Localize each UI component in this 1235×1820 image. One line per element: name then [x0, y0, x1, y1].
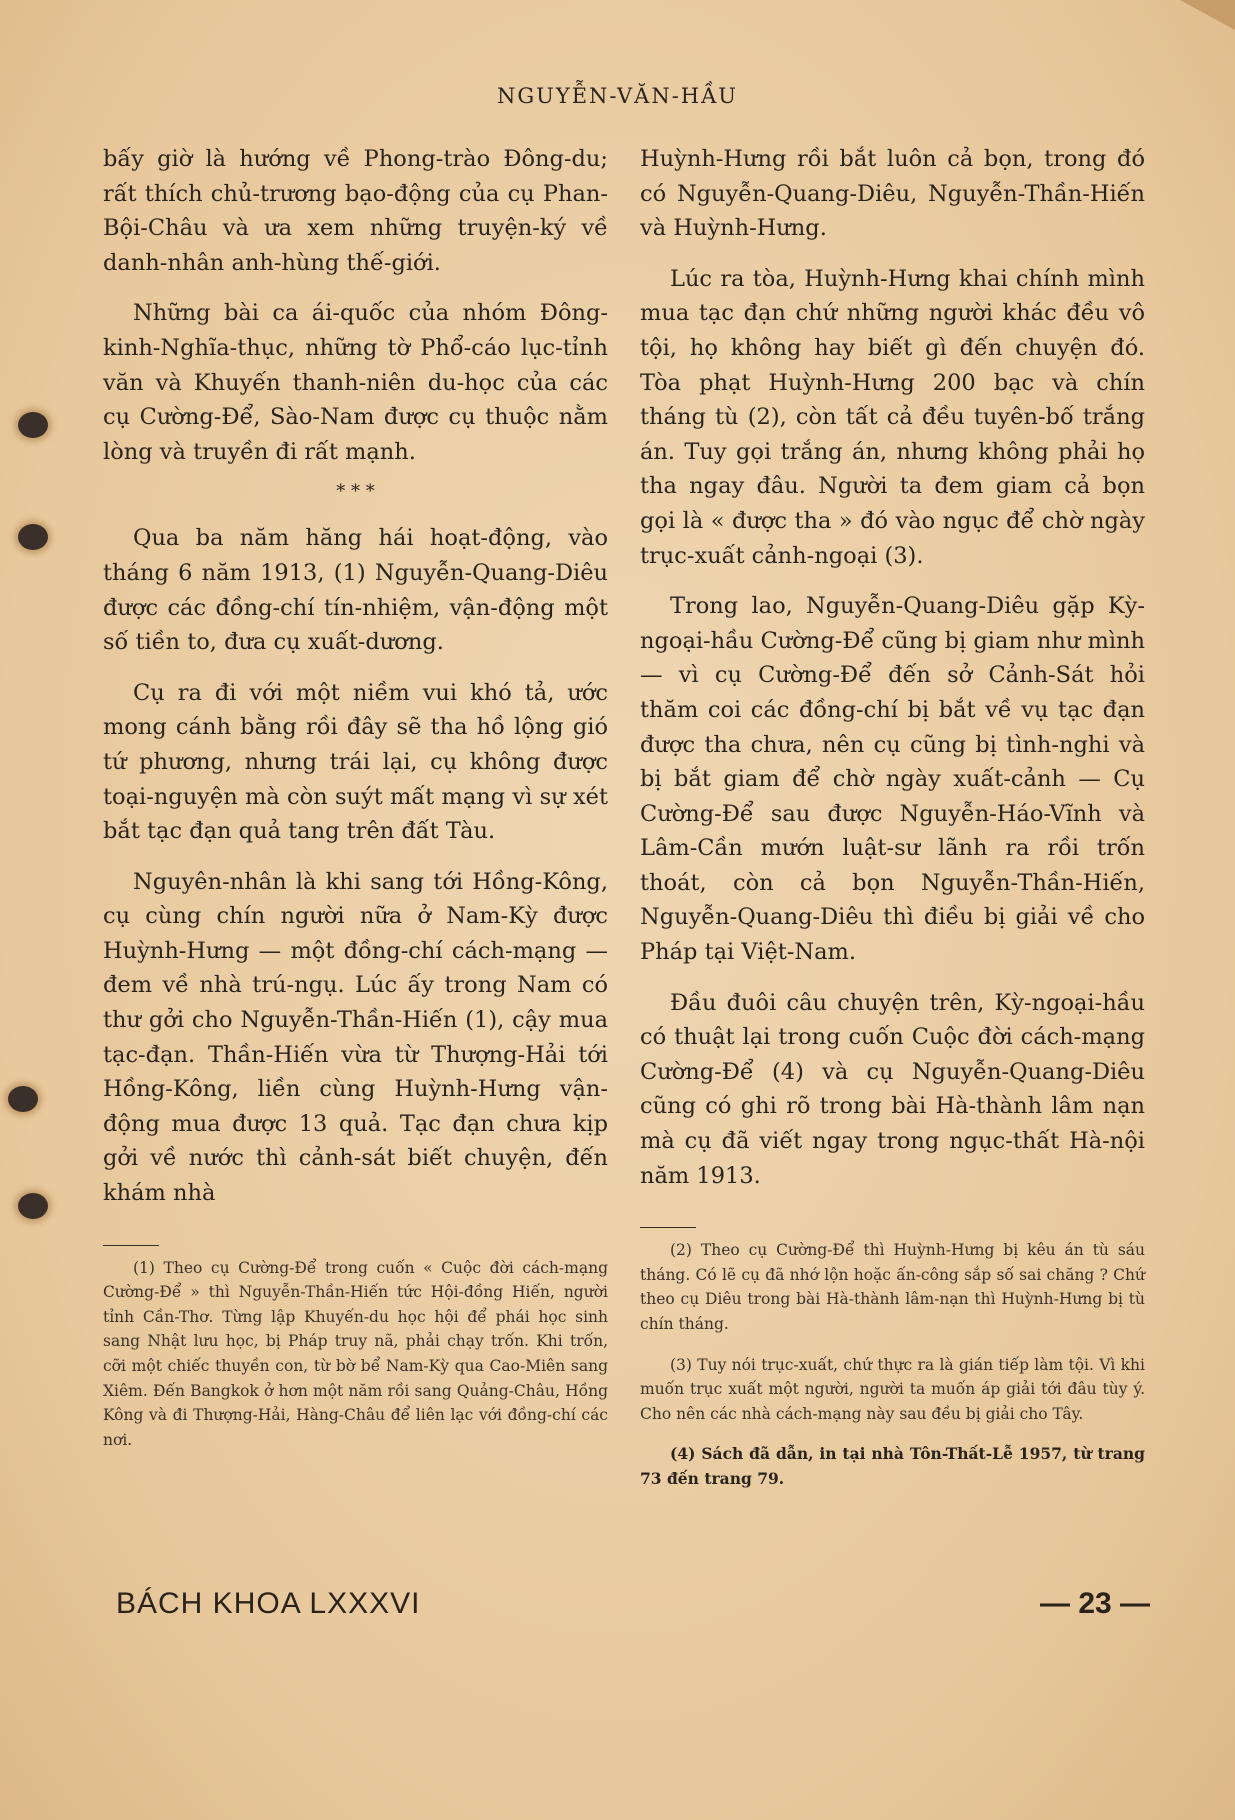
- binding-hole: [18, 524, 48, 550]
- footnote: (3) Tuy nói trục-xuất, chứ thực ra là gián tiếp làm tội. Vì khi muốn trục xuất một người, người ta muốn áp giải tới đâu tùy ý. Cho nên các nhà cách-mạng này sau đều bị giải cho Tây.: [640, 1355, 1145, 1423]
- footnote-rule: [640, 1227, 696, 1228]
- paragraph: bấy giờ là hướng về Phong-trào Đông-du; rất thích chủ-trương bạo-động của cụ Phan-Bội-Châu và ưa xem những truyện-ký về danh-nhân anh-hùng thế-giới.: [103, 146, 608, 276]
- page-number: — 23 —: [1040, 1587, 1151, 1620]
- paragraph: Những bài ca ái-quốc của nhóm Đông-kinh-Nghĩa-thục, những tờ Phổ-cáo lục-tỉnh văn và Khuyến thanh-niên du-học của các cụ Cường-Để, Sào-Nam được cụ thuộc nằm lòng và truyền đi rất mạnh.: [103, 300, 608, 465]
- footnote-rule: [103, 1245, 159, 1246]
- footnote: (4) Sách đã dẫn, in tại nhà Tôn-Thất-Lễ 1957, từ trang 73 đến trang 79.: [640, 1444, 1145, 1488]
- paragraph: Trong lao, Nguyễn-Quang-Diêu gặp Kỳ-ngoại-hầu Cường-Để cũng bị giam như mình — vì cụ Cường-Để đến sở Cảnh-Sát hỏi thăm coi các đồng-chí bị bắt về vụ tạc đạn được tha chưa, nên cụ cũng bị tình-nghi và bị bắt giam để chờ ngày xuất-cảnh — Cụ Cường-Để sau được Nguyễn-Háo-Vĩnh và Lâm-Cần mướn luật-sư lãnh ra rồi trốn thoát, còn cả bọn Nguyễn-Thần-Hiến, Nguyễn-Quang-Diêu thì điều bị giải về cho Pháp tại Việt-Nam.: [640, 593, 1146, 966]
- left-column: [103, 142, 608, 1468]
- right-column: [640, 142, 1145, 1508]
- paragraph: Đầu đuôi câu chuyện trên, Kỳ-ngoại-hầu có thuật lại trong cuốn Cuộc đời cách-mạng Cường-Để (4) và cụ Nguyễn-Quang-Diêu cũng có ghi rõ trong bài Hà-thành lâm nạn mà cụ đã viết ngay trong ngục-thất Hà-nội năm 1913.: [640, 989, 1145, 1189]
- footnote: (2) Theo cụ Cường-Để thì Huỳnh-Hưng bị kêu án tù sáu tháng. Có lẽ cụ đã nhớ lộn hoặc ấn-công sắp số sai chăng ? Chứ theo cụ Diêu trong bài Hà-thành lâm-nạn thì Huỳnh-Hưng bị tù chín tháng.: [640, 1241, 1145, 1333]
- paragraph: Lúc ra tòa, Huỳnh-Hưng khai chính mình mua tạc đạn chứ những người khác đều vô tội, họ không hay biết gì đến chuyện đó. Tòa phạt Huỳnh-Hưng 200 bạc và chín tháng tù (2), còn tất cả đều tuyên-bố trắng án. Tuy gọi trắng án, nhưng không phải họ tha ngay đâu. Người ta đem giam cả bọn gọi là « được tha » đó vào ngục để chờ ngày trục-xuất cảnh-ngoại (3).: [640, 265, 1145, 569]
- paragraph: Huỳnh-Hưng rồi bắt luôn cả bọn, trong đó có Nguyễn-Quang-Diêu, Nguyễn-Thần-Hiến và Huỳnh-Hưng.: [640, 146, 1145, 242]
- section-separator: * * *: [336, 481, 375, 503]
- binding-hole: [8, 1086, 38, 1112]
- paragraph: Cụ ra đi với một niềm vui khó tả, ước mong cánh bằng rồi đây sẽ tha hồ lộng gió tứ phương, nhưng trái lại, cụ không được toại-nguyện mà còn suýt mất mạng vì sự xét bắt tạc đạn quả tang trên đất Tàu.: [103, 679, 608, 845]
- torn-corner: [1180, 0, 1235, 30]
- paragraph: Nguyên-nhân là khi sang tới Hồng-Kông, cụ cùng chín người nữa ở Nam-Kỳ được Huỳnh-Hưng — một đồng-chí cách-mạng — đem về nhà trú-ngụ. Lúc ấy trong Nam có thư gởi cho Nguyễn-Thần-Hiến (1), cậy mua tạc-đạn. Thần-Hiến vừa từ Thượng-Hải tới Hồng-Kông, liền cùng Huỳnh-Hưng vận-động mua được 13 quả. Tạc đạn chưa kịp gởi về nước thì cảnh-sát biết chuyện, đến khám nhà: [103, 868, 608, 1207]
- page-header: NGUYỄN-VĂN-HẦU: [497, 84, 738, 108]
- magazine-title: BÁCH KHOA LXXXVI: [116, 1587, 421, 1620]
- binding-hole: [18, 1193, 48, 1219]
- binding-hole: [18, 412, 48, 438]
- footnote: (1) Theo cụ Cường-Để trong cuốn « Cuộc đời cách-mạng Cường-Để » thì Nguyễn-Thần-Hiến tức Hội-đồng Hiến, người tỉnh Cần-Thơ. Từng lập Khuyến-du học hội để phái học sinh sang Nhật lưu học, bị Pháp truy nã, phải chạy trốn. Khi trốn, cỡi một chiếc thuyền con, từ bờ bể Nam-Kỳ qua Cao-Miên sang Xiêm. Đến Bangkok ở hơn một năm rồi sang Quảng-Châu, Hồng Kông và đi Thượng-Hải, Hàng-Châu để liên lạc với đồng-chí các nơi.: [103, 1258, 608, 1449]
- paragraph: Qua ba năm hăng hái hoạt-động, vào tháng 6 năm 1913, (1) Nguyễn-Quang-Diêu được các đồng-chí tín-nhiệm, vận-động một số tiền to, đưa cụ xuất-dương.: [103, 525, 608, 656]
